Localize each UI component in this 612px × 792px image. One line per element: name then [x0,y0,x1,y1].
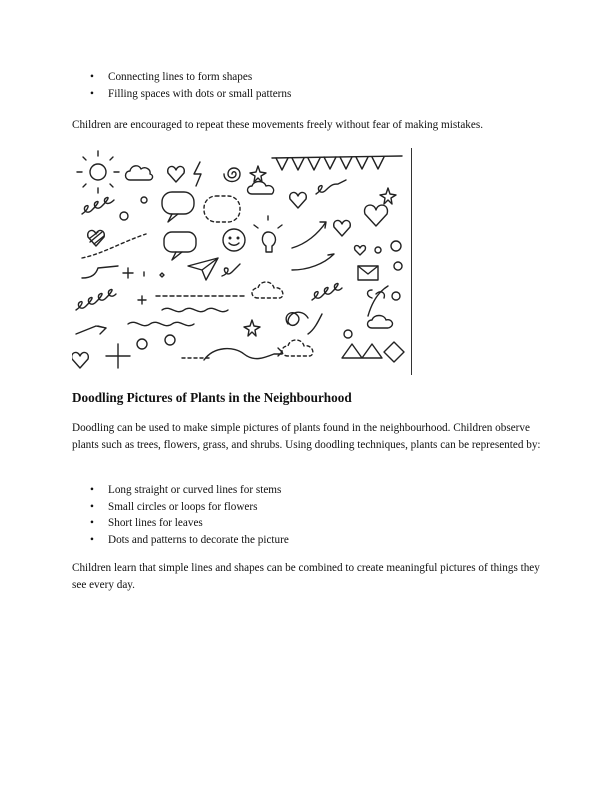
top-bullet-list [72,69,291,102]
plant-bullet-list [72,482,289,548]
list-item: • Filling spaces with dots or small patterns [72,86,291,103]
image-border-line [411,148,412,375]
body-paragraph: Doodling can be used to make simple pictures of plants found in the neighbourhood. Children observe plants such as trees, flowers, grass, and shrubs. Using doodling techniques, plants can be represented by: [72,422,541,451]
intro-paragraph: Children are encouraged to repeat these movements freely without fear of making mistakes. [72,119,483,131]
closing-paragraph: Children learn that simple lines and shapes can be combined to create meaningful pictures of things they see every day. [72,562,540,591]
list-item: • Long straight or curved lines for stems [72,482,289,499]
list-item: • Short lines for leaves [72,515,289,532]
list-item: • Dots and patterns to decorate the picture [72,532,289,549]
doodle-illustration [72,148,412,375]
section-heading: Doodling Pictures of Plants in the Neighbourhood [72,390,352,405]
list-item: • Connecting lines to form shapes [72,69,291,86]
list-item: • Small circles or loops for flowers [72,499,289,516]
